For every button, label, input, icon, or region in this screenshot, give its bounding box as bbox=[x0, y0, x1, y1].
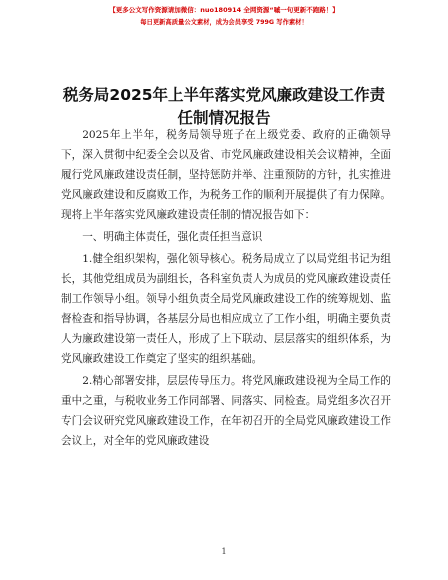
section-heading-1: 一、明确主体责任，强化责任担当意识 bbox=[82, 231, 263, 243]
promo-banner-line-2: 每日更新高质量公文素材，成为会员享受 799G 写作素材！ bbox=[140, 19, 308, 26]
promo-banner bbox=[0, 6, 448, 27]
paragraph-intro: 2025年上半年，税务局领导班子在上级党委、政府的正确领导下，深入贯彻中纪委全会以及省、市党风廉政建设相关会议精神，全面履行党风廉政建设责任制，坚持惩防并举、注重预防的方针，扎实推进党风廉政建设和反腐败工作，为税务工作的顺利开展提供了有力保障。现将上半年落实党风廉政建设责任制的情况报告如下： bbox=[61, 129, 391, 221]
paragraph-organization: 1.健全组织架构，强化领导核心。税务局成立了以局党组书记为组长，其他党组成员为副组长，各科室负责人为成员的党风廉政建设责任制工作领导小组。领导小组负责全局党风廉政建设工作的统筹规划、监督检查和指导协调，各基层分局也相应成立了工作小组，明确主要负责人为廉政建设第一责任人，形成了上下联动、层层落实的组织体系，为党风廉政建设工作奠定了坚实的组织基础。 bbox=[61, 253, 391, 365]
document-title: 税务局2025年上半年落实党风廉政建设工作责任制情况报告 bbox=[62, 86, 386, 127]
document-body bbox=[61, 125, 391, 451]
paragraph-deployment: 2.精心部署安排，层层传导压力。将党风廉政建设视为全局工作的重中之重，与税收业务工作同部署、同落实、同检查。局党组多次召开专门会议研究党风廉政建设工作，在年初召开的全局党风廉政建设工作会议上，对全年的党风廉政建设 bbox=[61, 375, 391, 447]
promo-banner-line-1: 【更多公文写作资源请加微信：nuo180914 全网资源“嘁一句更新不跑路！】 bbox=[109, 6, 339, 14]
page-number: 1 bbox=[221, 547, 227, 556]
